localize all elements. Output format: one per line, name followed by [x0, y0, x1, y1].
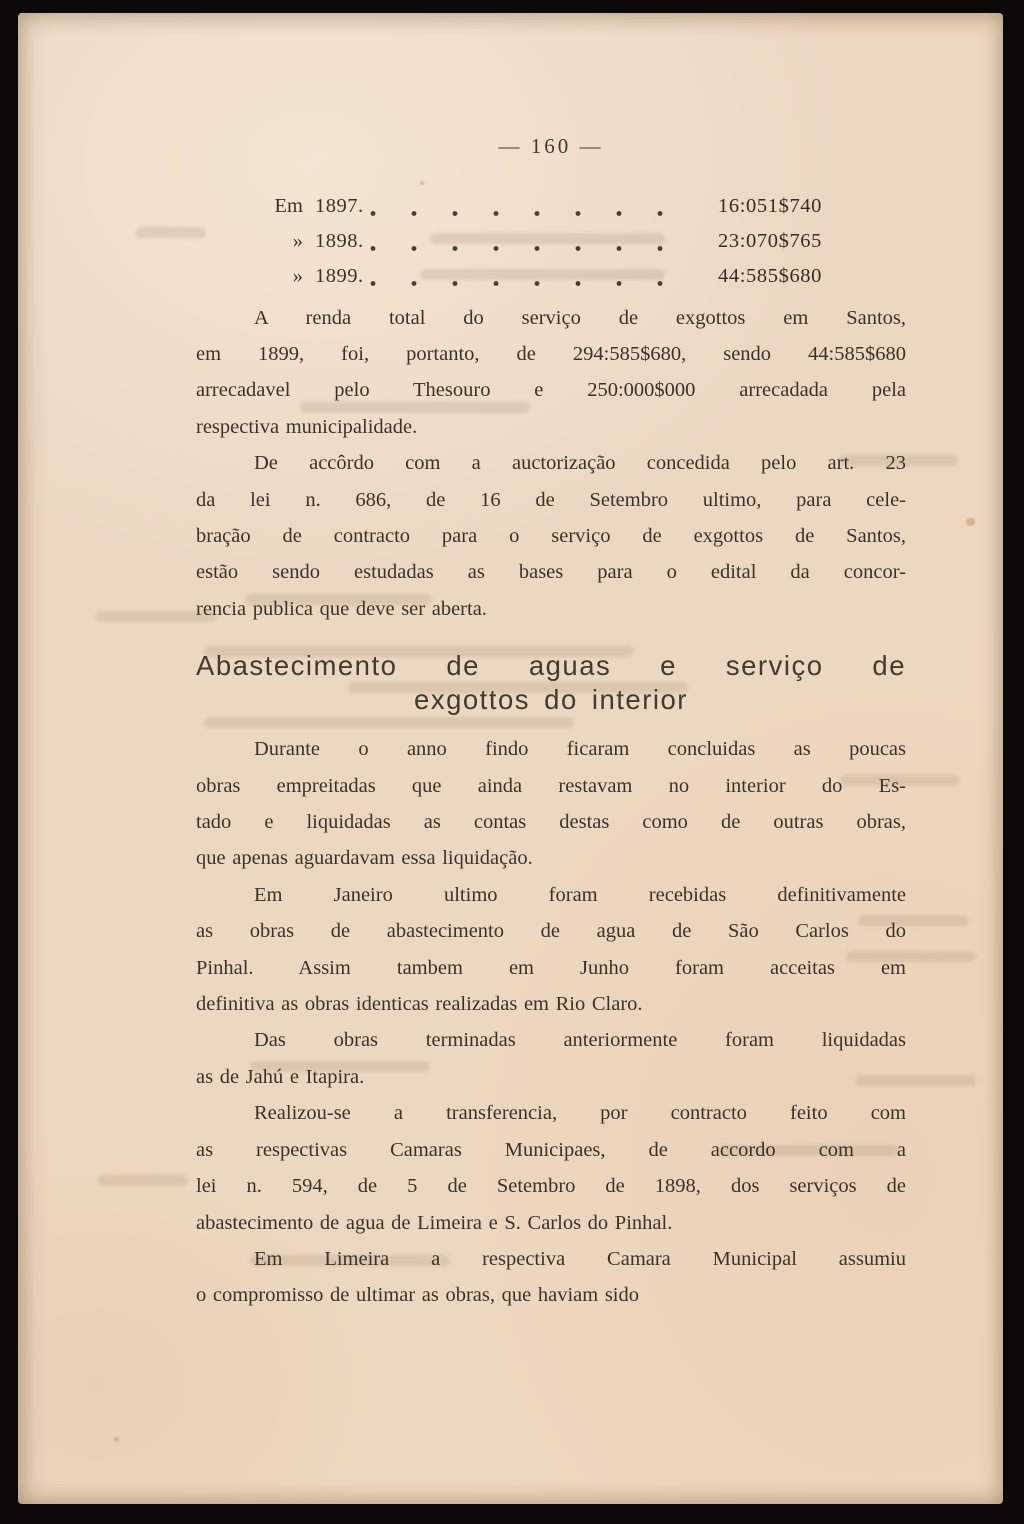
text-line: Das obras terminadas anteriormente foram liquidadas: [254, 1029, 906, 1052]
row-prefix: »: [292, 230, 303, 253]
dot-leader: [370, 280, 682, 287]
revenue-table: [262, 189, 822, 295]
dot-leader: [370, 210, 682, 217]
text-line: Durante o anno findo ficaram concluidas as poucas: [254, 738, 906, 761]
paragraph: [196, 731, 906, 877]
paragraph: [196, 445, 906, 627]
text-line: que apenas aguardavam essa liquidação.: [196, 847, 533, 870]
intro-paragraphs: [196, 300, 906, 628]
text-line: lei n. 594, de 5 de Setembro de 1898, dos serviços de: [196, 1175, 906, 1198]
row-value: 16:051$740: [718, 195, 822, 217]
text-line: tado e liquidadas as contas destas como de outras obras,: [196, 811, 906, 834]
paragraph: [196, 1022, 906, 1095]
text-line: as de Jahú e Itapira.: [196, 1065, 365, 1088]
foxing-speck: [114, 1437, 119, 1442]
text-line: em 1899, foi, portanto, de 294:585$680, sendo 44:585$680: [196, 342, 906, 365]
text-line: Pinhal. Assim tambem em Junho foram acceitas em: [196, 956, 906, 979]
text-line: Em Limeira a respectiva Camara Municipal assumiu: [254, 1247, 906, 1270]
text-line: estão sendo estudadas as bases para o edital da concor-: [196, 561, 906, 584]
row-year: 1898.: [315, 230, 364, 253]
paragraph: [196, 1095, 906, 1241]
page-number: — 160 —: [498, 134, 604, 158]
text-line: as respectivas Camaras Municipaes, de accordo com a: [196, 1138, 906, 1161]
text-line: o compromisso de ultimar as obras, que haviam sido: [196, 1284, 639, 1307]
row-year: 1897.: [315, 195, 364, 217]
text-line: obras empreitadas que ainda restavam no interior do Es-: [196, 774, 906, 797]
section-paragraphs: [196, 731, 906, 1314]
text-line: De accôrdo com a auctorização concedida pelo art. 23: [254, 452, 906, 475]
row-value: 44:585$680: [718, 265, 822, 288]
row-prefix: »: [292, 265, 303, 288]
table-row: [262, 189, 822, 224]
text-line: rencia publica que deve ser aberta.: [196, 597, 487, 620]
text-line: respectiva municipalidade.: [196, 415, 418, 438]
text-line: da lei n. 686, de 16 de Setembro ultimo, para cele-: [196, 488, 906, 511]
book-page: [18, 13, 1003, 1504]
row-year: 1899.: [315, 265, 364, 288]
section-heading-line2: exgottos do interior: [414, 684, 688, 716]
row-prefix: Em: [274, 195, 303, 217]
bleedthrough-smudge: [98, 1175, 188, 1186]
text-line: arrecadavel pelo Thesouro e 250:000$000 arrecadada pela: [196, 379, 906, 402]
text-line: Realizou-se a transferencia, por contracto feito com: [254, 1102, 906, 1125]
section-heading: [196, 649, 906, 717]
paragraph: [196, 1241, 906, 1314]
text-line: abastecimento de agua de Limeira e S. Carlos do Pinhal.: [196, 1211, 673, 1234]
text-block: [196, 13, 906, 1314]
text-line: bração de contracto para o serviço de exgottos de Santos,: [196, 525, 906, 547]
text-line: as obras de abastecimento de agua de São Carlos do: [196, 920, 906, 943]
row-value: 23:070$765: [718, 230, 822, 253]
paragraph: [196, 300, 906, 446]
text-line: definitiva as obras identicas realizadas em Rio Claro.: [196, 993, 643, 1016]
text-line: Em Janeiro ultimo foram recebidas definitivamente: [254, 883, 906, 906]
section-heading-line1: Abastecimento de aguas e serviço de: [196, 650, 906, 682]
table-row: [262, 259, 822, 294]
dot-leader: [370, 245, 682, 252]
table-row: [262, 224, 822, 259]
text-line: A renda total do serviço de exgottos em Santos,: [254, 306, 906, 329]
paragraph: [196, 877, 906, 1023]
foxing-speck: [966, 518, 975, 526]
